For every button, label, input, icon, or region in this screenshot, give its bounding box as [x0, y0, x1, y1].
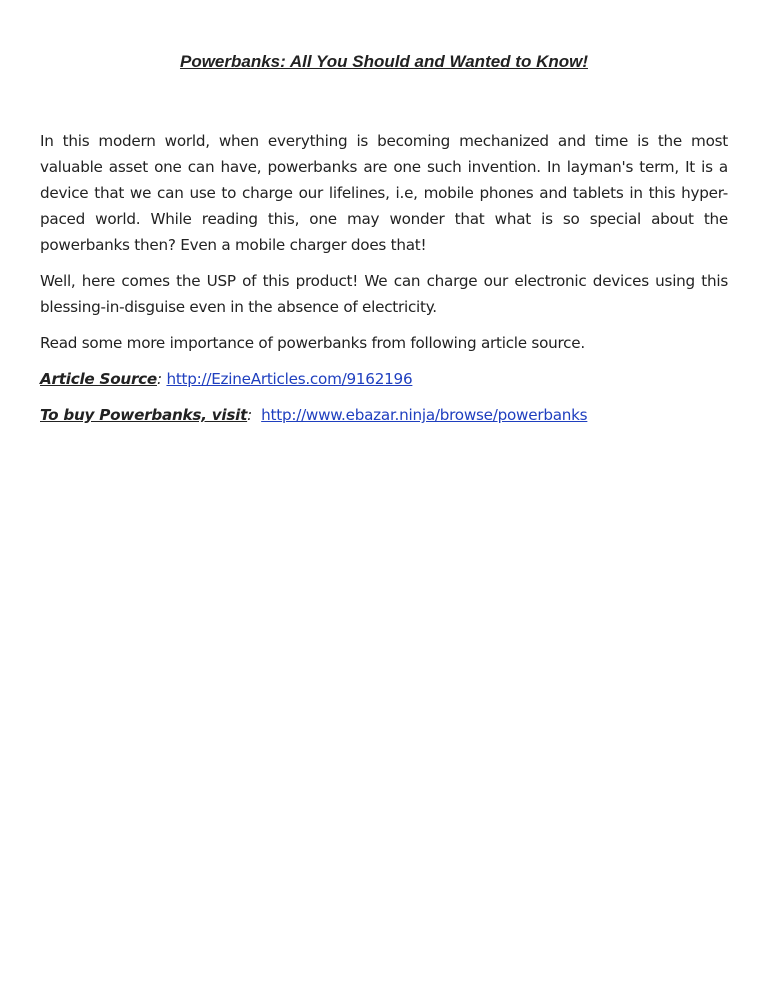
- article-source-label: Article Source: [40, 370, 157, 388]
- document-title: Powerbanks: All You Should and Wanted to Know!: [179, 52, 588, 71]
- paragraph-intro: In this modern world, when everything is becoming mechanized and time is the most valuable asset one can have, powerbanks are one such invention. In layman's term, It is a device that we can use to charge our lifelines, i.e, mobile phones and tablets in this hyper-paced world. While reading this, one may wonder that what is so special about the powerbanks then? Even a mobile charger does that!: [40, 132, 728, 254]
- document-body: [40, 128, 728, 438]
- paragraph-read-more: Read some more importance of powerbanks from following article source.: [40, 334, 585, 352]
- article-source-colon: :: [156, 370, 162, 388]
- buy-colon: :: [247, 406, 252, 424]
- paragraph-usp: Well, here comes the USP of this product! We can charge our electronic devices using this blessing-in-disguise even in the absence of electricity.: [40, 272, 728, 316]
- buy-label: To buy Powerbanks, visit: [40, 406, 248, 424]
- article-source-line: [40, 366, 728, 392]
- article-source-link[interactable]: http://EzineArticles.com/9162196: [166, 370, 413, 388]
- buy-line: [40, 402, 728, 428]
- buy-link[interactable]: http://www.ebazar.ninja/browse/powerbanks: [261, 406, 588, 424]
